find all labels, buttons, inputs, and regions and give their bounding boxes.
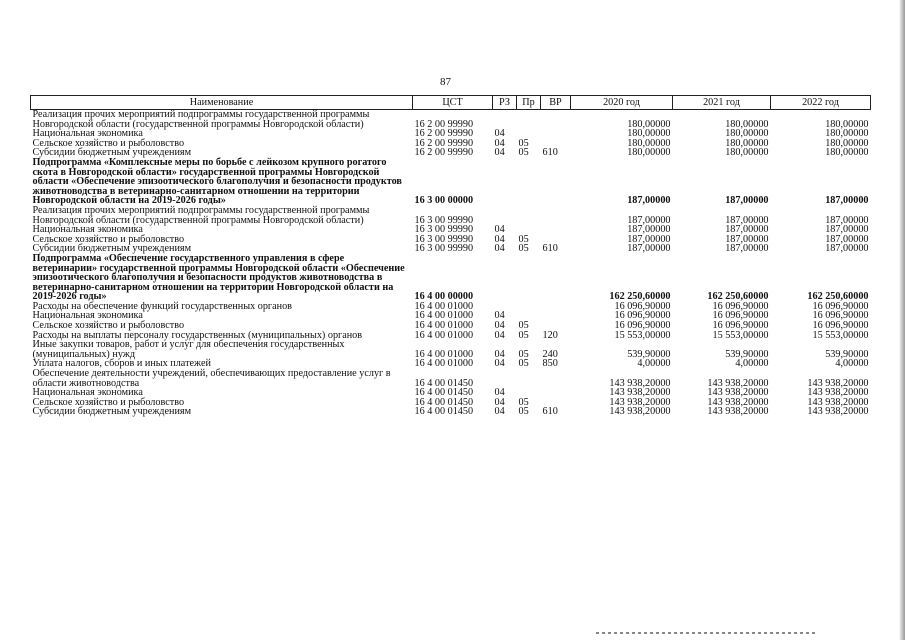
cell-cst: 16 2 00 99990 — [414, 147, 474, 159]
cell-vr: 240 — [542, 348, 558, 360]
cell-2021: 16 096,90000 — [712, 320, 769, 332]
cell-cst: 16 4 00 01450 — [414, 396, 474, 408]
cell-2021: 180,00000 — [725, 147, 769, 159]
cell-2021: 16 096,90000 — [712, 310, 769, 322]
cell-cst: 16 4 00 01000 — [414, 300, 474, 312]
cell-2021: 143 938,20000 — [707, 377, 769, 389]
cell-name: Обеспечение деятельности учреждений, обеспечивающих предоставление услуг в области животноводства — [32, 368, 391, 389]
cell-pr: 05 — [518, 233, 529, 245]
cell-name: Сельское хозяйство и рыболовство — [32, 320, 185, 332]
cell-cst: 16 4 00 01000 — [414, 310, 474, 322]
table-row — [31, 206, 871, 225]
table-row — [31, 340, 871, 359]
cell-2020: 143 938,20000 — [609, 377, 671, 389]
cell-2022: 180,00000 — [825, 118, 869, 130]
cell-rz: 04 — [494, 387, 505, 399]
cell-2021: 16 096,90000 — [712, 300, 769, 312]
cell-2022: 16 096,90000 — [812, 310, 869, 322]
cell-cst: 16 3 00 99990 — [414, 243, 474, 255]
cell-pr: 05 — [518, 329, 529, 341]
cell-vr: 610 — [542, 406, 558, 418]
cell-name: Субсидии бюджетным учреждениям — [32, 147, 192, 159]
cell-pr: 05 — [518, 320, 529, 332]
cell-vr: 120 — [542, 329, 558, 341]
cell-2020: 180,00000 — [627, 128, 671, 140]
cell-pr — [517, 206, 541, 225]
cell-2022: 187,00000 — [825, 214, 869, 226]
table-row-subprogram — [31, 158, 871, 206]
cell-2022: 187,00000 — [825, 233, 869, 245]
scan-edge-shadow — [899, 0, 905, 640]
page-number: 87 — [440, 76, 451, 88]
cell-pr: 05 — [518, 348, 529, 360]
cell-name: Реализация прочих мероприятий подпрограммы государственной программы Новгородской области (государственной программы Новгородской области) — [32, 109, 370, 130]
col-header-rz: РЗ — [493, 96, 517, 110]
cell-cst: 16 2 00 99990 — [414, 118, 474, 130]
cell-cst: 16 4 00 01000 — [414, 329, 474, 341]
cell-rz: 04 — [494, 396, 505, 408]
cell-name: Национальная экономика — [32, 387, 143, 399]
cell-2020: 16 096,90000 — [614, 320, 671, 332]
cell-vr — [541, 225, 571, 235]
col-header-2022: 2022 год — [771, 96, 871, 110]
cell-rz — [493, 206, 517, 225]
cell-name: Субсидии бюджетным учреждениям — [32, 406, 192, 418]
cell-name: Сельское хозяйство и рыболовство — [32, 233, 185, 245]
cell-2020: 180,00000 — [627, 137, 671, 149]
col-header-vr: ВР — [541, 96, 571, 110]
table-row — [31, 407, 871, 417]
cell-2021: 143 938,20000 — [707, 387, 769, 399]
cell-2020: 15 553,00000 — [614, 329, 671, 341]
cell-cst: 16 3 00 99990 — [414, 224, 474, 236]
cell-2021: 187,00000 — [725, 243, 769, 255]
cell-2020: 187,00000 — [627, 224, 671, 236]
cell-name: Уплата налогов, сборов и иных платежей — [32, 358, 211, 370]
cell-name: Подпрограмма «Комплексные меры по борьбе с лейкозом крупного рогатого скота в Новгородской области» государственной программы Новгородской области «Обеспечение эпизоотического благополучия и безопасности продуктов животноводства в ветеринарно-санитарном отношении на территории Новгородской области на 2019-2026 годы» — [32, 156, 402, 207]
cell-2020: 180,00000 — [627, 118, 671, 130]
cell-rz — [493, 110, 517, 130]
cell-pr: 05 — [518, 137, 529, 149]
cell-2022: 180,00000 — [825, 147, 869, 159]
cell-2022: 162 250,60000 — [807, 291, 869, 303]
cell-vr — [541, 129, 571, 139]
cell-cst: 16 4 00 01450 — [414, 377, 474, 389]
cell-name: Расходы на выплаты персоналу государственных (муниципальных) органов — [32, 329, 363, 341]
cell-cst: 16 2 00 99990 — [414, 128, 474, 140]
cell-rz — [493, 369, 517, 388]
table-row — [31, 110, 871, 130]
cell-vr — [541, 206, 571, 225]
cell-2021: 187,00000 — [725, 233, 769, 245]
cell-cst: 16 4 00 01450 — [414, 387, 474, 399]
cell-2022: 187,00000 — [825, 195, 869, 207]
cell-rz: 04 — [494, 358, 505, 370]
cell-2021: 162 250,60000 — [707, 291, 769, 303]
cell-pr — [517, 158, 541, 206]
cell-2022: 143 938,20000 — [807, 406, 869, 418]
table-row-subprogram — [31, 254, 871, 302]
cell-2022: 4,00000 — [835, 358, 869, 370]
cell-2022: 16 096,90000 — [812, 300, 869, 312]
cell-cst: 16 4 00 00000 — [414, 291, 474, 303]
cell-2020: 180,00000 — [627, 147, 671, 159]
cell-name: Сельское хозяйство и рыболовство — [32, 137, 185, 149]
cell-2022: 143 938,20000 — [807, 387, 869, 399]
cell-2022: 187,00000 — [825, 224, 869, 236]
table-row — [31, 369, 871, 388]
cell-rz: 04 — [494, 310, 505, 322]
cell-2020: 16 096,90000 — [614, 310, 671, 322]
cell-name: Подпрограмма «Обеспечение государственного управления в сфере ветеринарии» государственной программы Новгородской области «Обеспечение эпизоотического благополучия и безопасности продуктов животноводства в ветеринарно-санитарном отношении на территории Новгородской области на 2019-2026 годы» — [32, 252, 405, 303]
cell-cst: 16 3 00 99990 — [414, 214, 474, 226]
cell-name: Национальная экономика — [32, 224, 143, 236]
cell-pr — [517, 110, 541, 130]
cell-vr — [541, 158, 571, 206]
table-header — [31, 96, 871, 110]
cell-2021: 187,00000 — [725, 224, 769, 236]
cell-pr: 05 — [518, 396, 529, 408]
cell-2022: 180,00000 — [825, 137, 869, 149]
cell-rz: 04 — [494, 329, 505, 341]
cell-2021: 187,00000 — [725, 195, 769, 207]
cell-rz: 04 — [494, 128, 505, 140]
cell-2022: 539,90000 — [825, 348, 869, 360]
cell-vr — [541, 388, 571, 398]
cell-2020: 162 250,60000 — [609, 291, 671, 303]
cell-rz: 04 — [494, 137, 505, 149]
cell-name: Расходы на обеспечение функций государственных органов — [32, 300, 292, 312]
col-header-2021: 2021 год — [673, 96, 771, 110]
cell-pr — [517, 254, 541, 302]
cell-rz: 04 — [494, 320, 505, 332]
cell-cst: 16 2 00 99990 — [414, 137, 474, 149]
cell-2021: 180,00000 — [725, 128, 769, 140]
cell-name: Сельское хозяйство и рыболовство — [32, 396, 185, 408]
cell-vr — [541, 110, 571, 130]
cell-cst: 16 3 00 99990 — [414, 233, 474, 245]
cell-pr: 05 — [518, 147, 529, 159]
cell-name: Национальная экономика — [32, 128, 143, 140]
col-header-name: Наименование — [31, 96, 413, 110]
cell-name: Иные закупки товаров, работ и услуг для обеспечения государственных (муниципальных) нужд — [32, 339, 345, 360]
cell-rz: 04 — [494, 147, 505, 159]
budget-table — [30, 95, 871, 417]
cell-name: Субсидии бюджетным учреждениям — [32, 243, 192, 255]
cell-2020: 539,90000 — [627, 348, 671, 360]
cell-rz — [493, 158, 517, 206]
cell-2022: 143 938,20000 — [807, 396, 869, 408]
cell-vr — [541, 311, 571, 321]
col-header-pr: Пр — [517, 96, 541, 110]
cell-pr: 05 — [518, 406, 529, 418]
cell-pr — [517, 302, 541, 312]
cell-vr: 850 — [542, 358, 558, 370]
cell-rz: 04 — [494, 406, 505, 418]
cell-2021: 143 938,20000 — [707, 396, 769, 408]
cell-rz: 04 — [494, 224, 505, 236]
cell-2022: 15 553,00000 — [812, 329, 869, 341]
cell-2021: 4,00000 — [735, 358, 769, 370]
cell-cst: 16 4 00 01000 — [414, 358, 474, 370]
cell-2021: 15 553,00000 — [712, 329, 769, 341]
cell-name: Национальная экономика — [32, 310, 143, 322]
col-header-cst: ЦСТ — [413, 96, 493, 110]
cell-2021: 180,00000 — [725, 137, 769, 149]
cell-2021: 143 938,20000 — [707, 406, 769, 418]
cell-2020: 187,00000 — [627, 243, 671, 255]
cell-2022: 16 096,90000 — [812, 320, 869, 332]
cell-2020: 187,00000 — [627, 214, 671, 226]
cell-2021: 539,90000 — [725, 348, 769, 360]
cell-vr: 610 — [542, 243, 558, 255]
cell-vr — [541, 302, 571, 312]
cell-vr: 610 — [542, 147, 558, 159]
cell-pr — [517, 369, 541, 388]
cell-2022: 143 938,20000 — [807, 377, 869, 389]
cell-2020: 16 096,90000 — [614, 300, 671, 312]
col-header-2020: 2020 год — [571, 96, 673, 110]
cell-2020: 4,00000 — [637, 358, 671, 370]
cell-cst: 16 4 00 01450 — [414, 406, 474, 418]
cell-cst: 16 4 00 01000 — [414, 348, 474, 360]
cell-2020: 143 938,20000 — [609, 396, 671, 408]
cell-2020: 187,00000 — [627, 195, 671, 207]
cell-2022: 180,00000 — [825, 128, 869, 140]
cell-2021: 187,00000 — [725, 214, 769, 226]
cell-2020: 187,00000 — [627, 233, 671, 245]
cell-rz: 04 — [494, 233, 505, 245]
cell-2020: 143 938,20000 — [609, 387, 671, 399]
cell-name: Реализация прочих мероприятий подпрограммы государственной программы Новгородской области (государственной программы Новгородской области) — [32, 204, 370, 226]
cell-pr: 05 — [518, 358, 529, 370]
cell-2020: 143 938,20000 — [609, 406, 671, 418]
cell-pr: 05 — [518, 243, 529, 255]
cell-cst: 16 4 00 01000 — [414, 320, 474, 332]
cell-vr — [541, 254, 571, 302]
table-body — [31, 110, 871, 418]
cell-rz — [493, 254, 517, 302]
cell-rz: 04 — [494, 243, 505, 255]
cell-rz: 04 — [494, 348, 505, 360]
scan-artifact-line — [596, 632, 818, 634]
cell-2022: 187,00000 — [825, 243, 869, 255]
cell-cst: 16 3 00 00000 — [414, 195, 474, 207]
cell-2021: 180,00000 — [725, 118, 769, 130]
cell-vr — [541, 369, 571, 388]
